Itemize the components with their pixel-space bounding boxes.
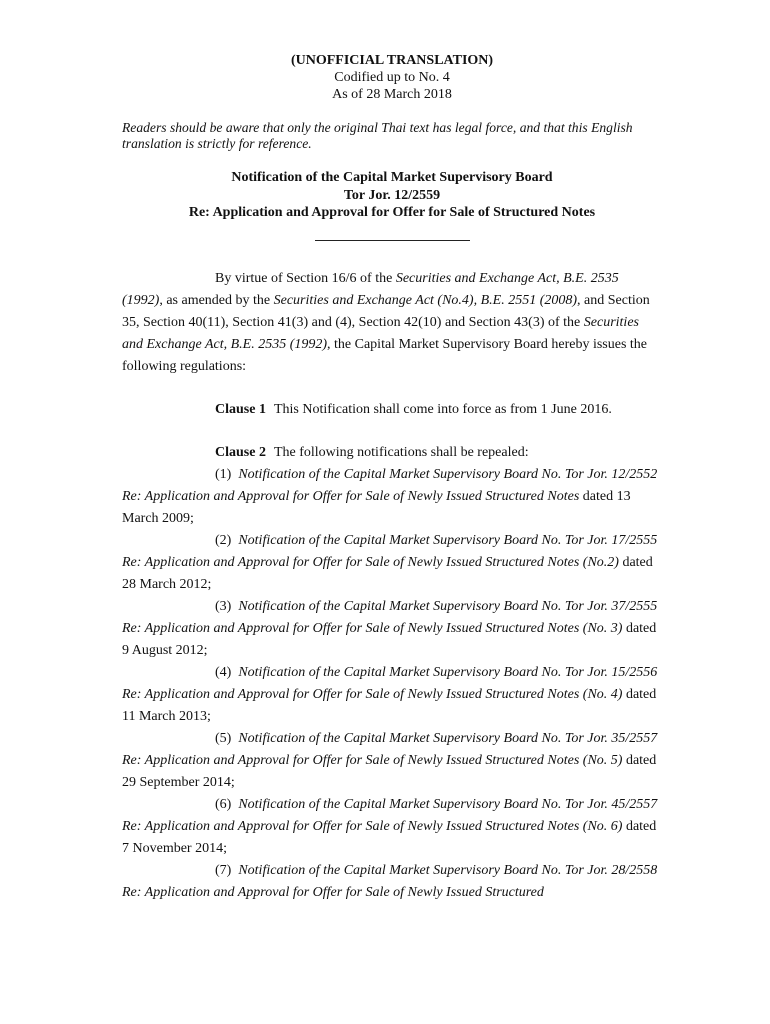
item-title: Notification of the Capital Market Supervisory Board No. Tor Jor. 12/2552 Re: Application and Approval for Offer for Sale of Newly Issued Structured Notes — [122, 466, 658, 504]
item-number: (6) — [215, 796, 232, 812]
title-line-2: Tor Jor. 12/2559 — [343, 187, 441, 203]
as-of-date: As of 28 March 2018 — [332, 87, 452, 102]
disclaimer: Readers should be aware that only the original Thai text has legal force, and that this English translation is strictly for reference. — [122, 120, 633, 151]
clause-1 — [122, 399, 662, 421]
intro-act-3: Securities and Exchange Act, B.E. 2535 (1992) — [122, 314, 639, 352]
item-date: dated 13 March 2009; — [122, 488, 631, 526]
intro-text-2: , as amended by the — [159, 292, 274, 308]
clause-2-text: The following notifications shall be repealed: — [273, 444, 529, 460]
item-date: dated 28 March 2012; — [122, 554, 653, 592]
document-page — [122, 52, 662, 904]
item-title: Notification of the Capital Market Supervisory Board No. Tor Jor. 45/2557 Re: Application and Approval for Offer for Sale of Newly Issued Structured Notes (No. 6) — [122, 796, 658, 834]
item-number: (5) — [215, 730, 232, 746]
intro-text-3: , and Section 35, Section 40(11), Section 41(3) and (4), Section 42(10) and Section 43(3) of the — [122, 292, 650, 330]
title-divider — [315, 232, 470, 241]
clause-1-label: Clause 1 — [215, 401, 266, 417]
item-title: Notification of the Capital Market Supervisory Board No. Tor Jor. 37/2555 Re: Application and Approval for Offer for Sale of Newly Issued Structured Notes (No. 3) — [122, 598, 658, 636]
item-number: (4) — [215, 664, 232, 680]
list-item — [122, 530, 662, 596]
clause-1-text: This Notification shall come into force as from 1 June 2016. — [273, 401, 612, 417]
clause-2-label: Clause 2 — [215, 444, 266, 460]
item-date: dated 29 September 2014; — [122, 752, 657, 790]
item-title: Notification of the Capital Market Supervisory Board No. Tor Jor. 15/2556 Re: Application and Approval for Offer for Sale of Newly Issued Structured Notes (No. 4) — [122, 664, 658, 702]
document-header — [122, 52, 662, 103]
item-number: (1) — [215, 466, 232, 482]
intro-paragraph — [122, 268, 662, 378]
list-item — [122, 794, 662, 860]
item-date: dated 7 November 2014; — [122, 818, 657, 856]
intro-text-4: , the Capital Market Supervisory Board hereby issues the following regulations: — [122, 336, 648, 374]
intro-text-1: By virtue of Section 16/6 of the — [215, 270, 396, 286]
item-number: (3) — [215, 598, 232, 614]
item-title: Notification of the Capital Market Supervisory Board No. Tor Jor. 35/2557 Re: Application and Approval for Offer for Sale of Newly Issued Structured Notes (No. 5) — [122, 730, 658, 768]
codified-label: Codified up to No. 4 — [334, 70, 450, 85]
item-date: dated 11 March 2013; — [122, 686, 657, 724]
item-number: (2) — [215, 532, 232, 548]
item-title: Notification of the Capital Market Supervisory Board No. Tor Jor. 28/2558 Re: Application and Approval for Offer for Sale of Newly Issued Structured — [122, 862, 658, 900]
title-line-3: Re: Application and Approval for Offer for Sale of Structured Notes — [188, 205, 596, 220]
list-item — [122, 860, 662, 904]
repealed-list — [122, 464, 662, 904]
item-date: dated 9 August 2012; — [122, 620, 657, 658]
intro-act-1: Securities and Exchange Act, B.E. 2535 (1992) — [122, 270, 619, 308]
item-number: (7) — [215, 862, 232, 878]
list-item — [122, 464, 662, 530]
item-title: Notification of the Capital Market Supervisory Board No. Tor Jor. 17/2555 Re: Application and Approval for Offer for Sale of Newly Issued Structured Notes (No.2) — [122, 532, 658, 570]
title-line-1: Notification of the Capital Market Supervisory Board — [231, 170, 553, 185]
notification-title — [122, 169, 662, 222]
unofficial-translation-label: (UNOFFICIAL TRANSLATION) — [290, 53, 494, 68]
list-item — [122, 662, 662, 728]
clause-2 — [122, 442, 662, 464]
list-item — [122, 728, 662, 794]
list-item — [122, 596, 662, 662]
intro-act-2: Securities and Exchange Act (No.4), B.E. 2551 (2008) — [273, 292, 578, 308]
